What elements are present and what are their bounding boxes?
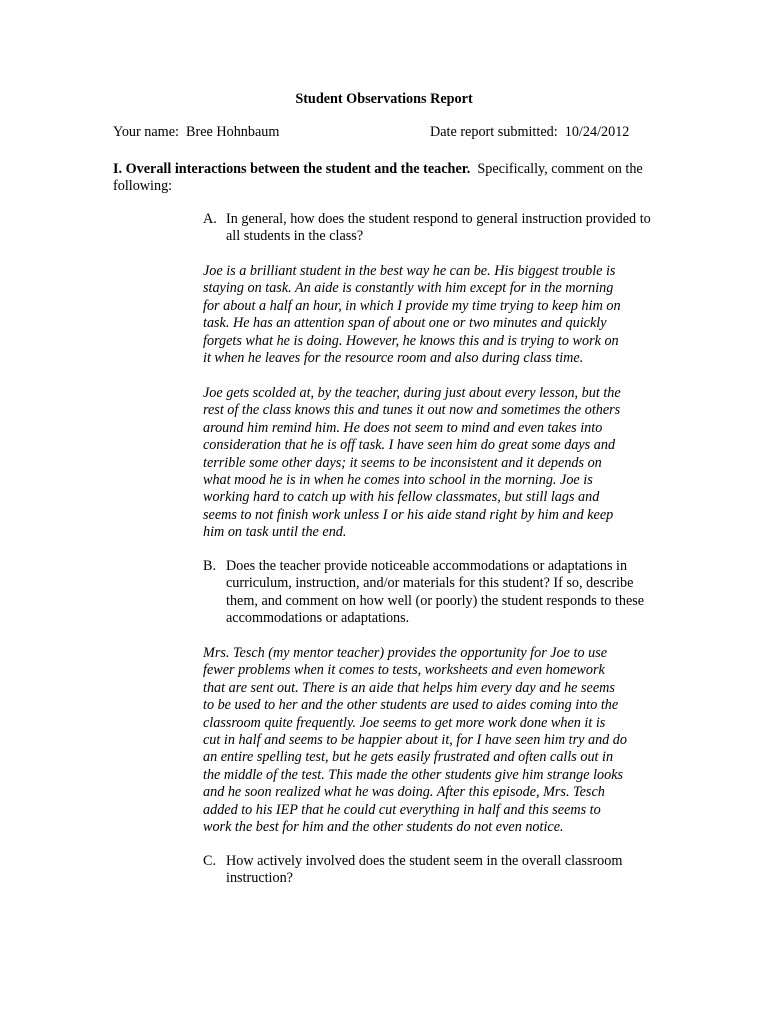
- question-letter: A.: [203, 211, 217, 227]
- section-heading: [113, 161, 643, 196]
- answer-line: it when he leaves for the resource room and also during class time.: [203, 350, 584, 367]
- answer-line: fewer problems when it comes to tests, worksheets and even homework: [203, 662, 605, 679]
- answer-line: to be used to her and the other students are used to aides coming into the: [203, 697, 619, 714]
- answer-line: that are sent out. There is an aide that helps him every day and he seems: [203, 679, 615, 696]
- answer-line: Mrs. Tesch (my mentor teacher) provides the opportunity for Joe to use: [203, 645, 608, 661]
- answer-line: and he soon realized what he was doing. After this episode, Mrs. Tesch: [203, 784, 605, 801]
- answer-line: cut in half and seems to be happier about it, for I have seen him try and do: [203, 732, 627, 749]
- answer-line: seems to not finish work unless I or his aide stand right by him and keep: [203, 506, 614, 523]
- answer-line: rest of the class knows this and tunes it out now and sometimes the others: [203, 402, 621, 419]
- question-text: In general, how does the student respond to general instruction provided to all students in the class?: [226, 211, 651, 245]
- answer-line: terrible some other days; it seems to be inconsistent and it depends on: [203, 454, 602, 471]
- answer-a-paragraph-1: [203, 263, 663, 367]
- answer-line: an entire spelling test, but he gets easily frustrated and often calls out in: [203, 749, 614, 766]
- question-c: [203, 853, 663, 888]
- answer-a-paragraph-2: [203, 385, 663, 542]
- answer-line: what mood he is in when he comes into school in the morning. Joe is: [203, 472, 593, 489]
- question-a: [203, 211, 663, 246]
- answer-line: around him remind him. He does not seem to mind and even takes into: [203, 419, 603, 436]
- page-title: Student Observations Report: [295, 91, 473, 107]
- report-meta: [113, 124, 653, 142]
- answer-line: added to his IEP that he could cut everything in half and this seems to: [203, 801, 601, 818]
- question-letter: C.: [203, 853, 217, 869]
- date-submitted-line: Date report submitted: 10/24/2012: [430, 124, 630, 140]
- student-name-line: Your name: Bree Hohnbaum: [113, 124, 280, 140]
- question-b: [203, 558, 663, 628]
- answer-b-paragraph-1: [203, 645, 663, 836]
- section-title: I. Overall interactions between the student and the teacher.: [113, 161, 471, 177]
- answer-line: him on task until the end.: [203, 524, 347, 541]
- answer-line: the middle of the test. This made the other students give him strange looks: [203, 766, 624, 783]
- answer-line: Joe is a brilliant student in the best way he can be. His biggest trouble is: [203, 263, 616, 279]
- answer-line: working hard to catch up with his fellow classmates, but still lags and: [203, 489, 600, 506]
- answer-line: classroom quite frequently. Joe seems to get more work done when it is: [203, 714, 606, 731]
- question-text: How actively involved does the student seem in the overall classroom instruction?: [226, 853, 623, 887]
- answer-line: for about a half an hour, in which I provide my time trying to keep him on: [203, 297, 621, 314]
- answer-line: consideration that he is off task. I have seen him do great some days and: [203, 437, 616, 454]
- answer-line: staying on task. An aide is constantly with him except for in the morning: [203, 280, 614, 297]
- answer-line: work the best for him and the other students do not even notice.: [203, 819, 564, 836]
- answer-line: Joe gets scolded at, by the teacher, during just about every lesson, but the: [203, 385, 621, 401]
- answer-line: forgets what he is doing. However, he knows this and is trying to work on: [203, 332, 619, 349]
- section-lead: Specifically, comment on the following:: [113, 161, 643, 195]
- question-letter: B.: [203, 558, 217, 574]
- answer-line: task. He has an attention span of about one or two minutes and quickly: [203, 315, 607, 332]
- question-text: Does the teacher provide noticeable accommodations or adaptations in curriculum, instruction, and/or materials for this student? If so, describe them, and comment on how well (or poorly) the student responds to these accommodations or adaptations.: [226, 558, 645, 627]
